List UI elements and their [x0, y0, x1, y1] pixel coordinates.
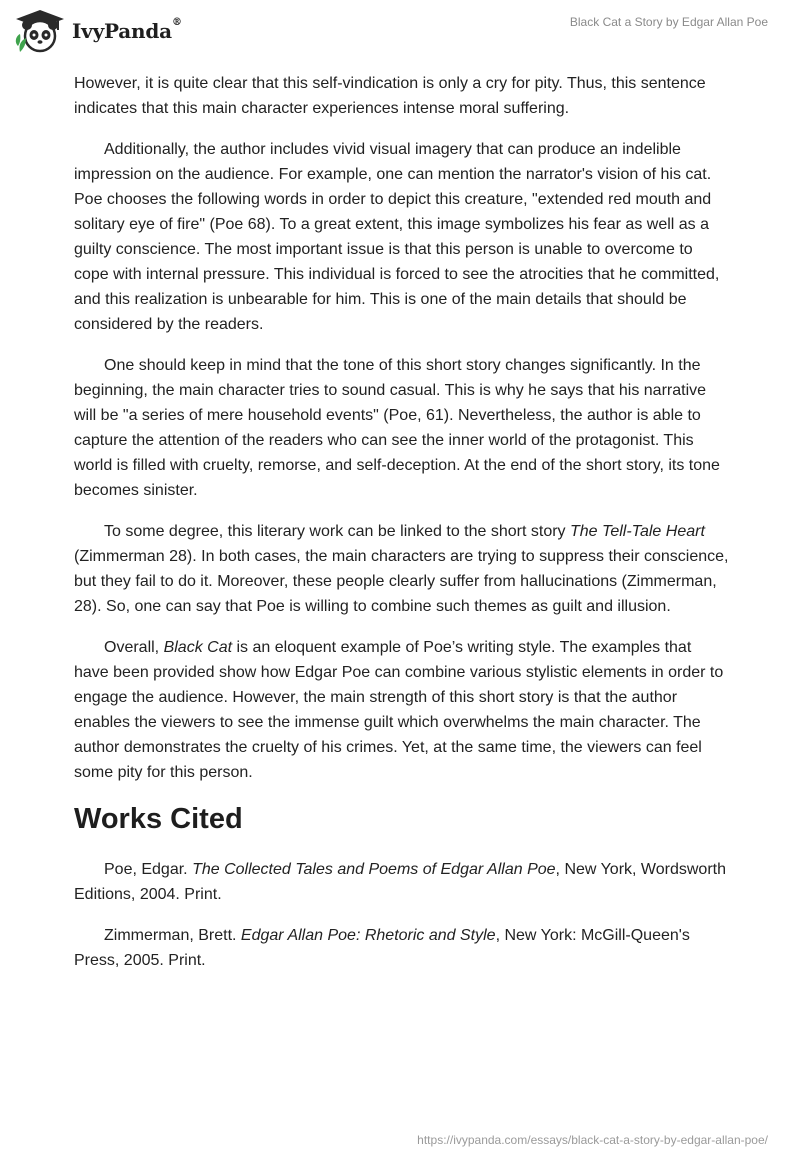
- brand-name: IvyPanda®: [72, 17, 182, 43]
- story-title-black-cat: Black Cat: [163, 639, 233, 656]
- document-title: Black Cat a Story by Edgar Allan Poe: [569, 15, 768, 29]
- story-title-tell-tale-heart: The Tell-Tale Heart: [570, 523, 705, 540]
- essay-content: [74, 71, 730, 989]
- paragraph-3: One should keep in mind that the tone of this short story changes significantly. In the beginning, the main character tries to sound casual. This is why he says that his narrative will be "a series of mere household events" (Poe, 61). Nevertheless, the author is able to capture the attention of the readers who can see the inner world of the protagonist. This world is filled with cruelty, remorse, and self-deception. At the end of the short story, its tone becomes sinister.: [74, 357, 720, 499]
- paragraph-1: However, it is quite clear that this self-vindication is only a cry for pity. Thus, this sentence indicates that this main character experiences intense moral suffering.: [74, 75, 706, 117]
- paragraph-5: Overall, Black Cat is an eloquent example of Poe’s writing style. The examples that have been provided show how Edgar Poe can combine various stylistic elements in order to engage the audience. However, the main strength of this short story is that the author enables the viewers to see the immense guilt which overwhelms the main character. The author demonstrates the cruelty of his crimes. Yet, at the same time, the viewers can feel some pity for this person.: [74, 639, 724, 781]
- paragraph-4: To some degree, this literary work can be linked to the short story The Tell-Tale Heart (Zimmerman 28). In both cases, the main characters are trying to suppress their conscience, but they fail to do it. Moreover, these people clearly suffer from hallucinations (Zimmerman, 28). So, one can say that Poe is willing to combine such themes as guilt and illusion.: [74, 523, 729, 615]
- ivypanda-logo[interactable]: [14, 8, 182, 54]
- reference-zimmerman: Zimmerman, Brett. Edgar Allan Poe: Rhetoric and Style, New York: McGill-Queen's Press, 2005. Print.: [74, 927, 690, 969]
- page-header: [0, 0, 800, 62]
- works-cited-heading: Works Cited: [74, 803, 243, 835]
- paragraph-2: Additionally, the author includes vivid visual imagery that can produce an indelible impression on the audience. For example, one can mention the narrator's vision of his cat. Poe chooses the following words in order to depict this creature, "extended red mouth and solitary eye of fire" (Poe 68). To a great extent, this image symbolizes his fear as well as a guilty conscience. The most important issue is that this person is unable to overcome to cope with internal pressure. This individual is forced to see the atrocities that he committed, and this realization is unbearable for him. This is one of the main details that should be considered by the readers.: [74, 141, 720, 333]
- source-url-link[interactable]: https://ivypanda.com/essays/black-cat-a-story-by-edgar-allan-poe/: [417, 1133, 768, 1147]
- reference-poe: Poe, Edgar. The Collected Tales and Poems of Edgar Allan Poe, New York, Wordsworth Editions, 2004. Print.: [74, 861, 726, 903]
- panda-graduate-icon: [14, 8, 66, 54]
